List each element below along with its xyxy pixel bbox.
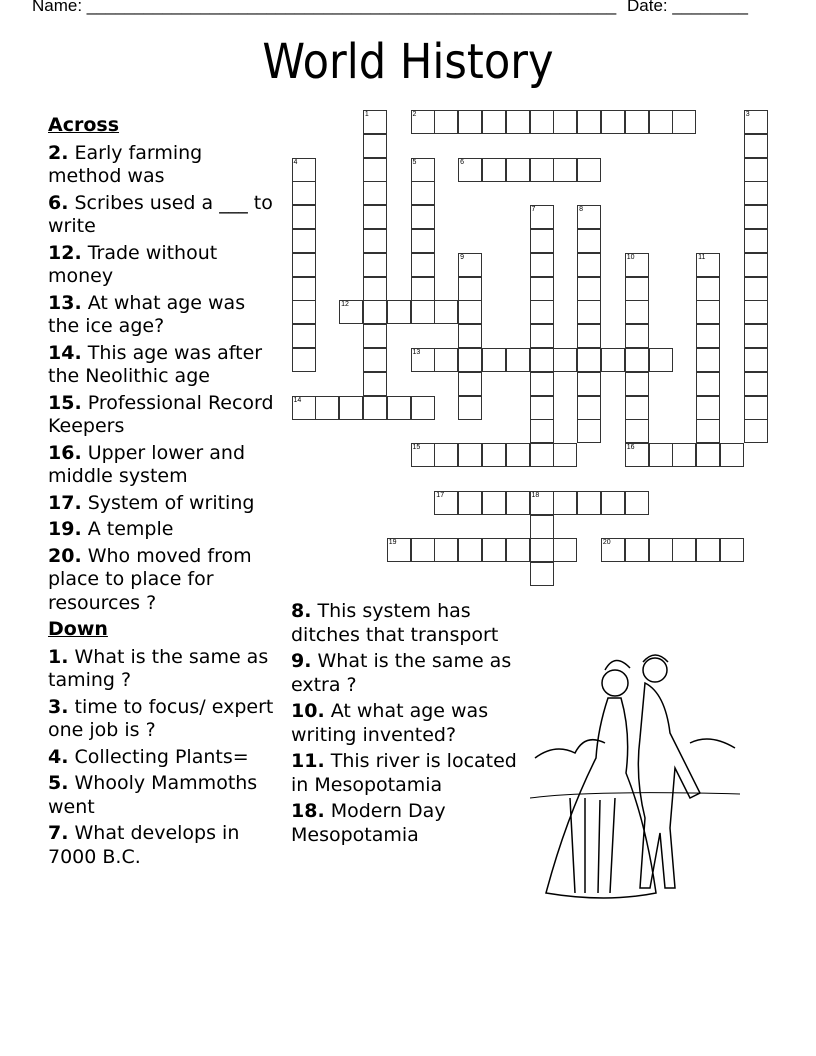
grid-cell[interactable] <box>411 538 435 562</box>
grid-cell[interactable] <box>696 277 720 301</box>
grid-cell[interactable] <box>577 419 601 443</box>
grid-cell[interactable] <box>434 443 458 467</box>
clue-text: Scribes used a ___ to write <box>48 191 273 237</box>
grid-cell[interactable] <box>458 491 482 515</box>
grid-cell[interactable] <box>672 538 696 562</box>
grid-cell[interactable] <box>530 158 554 182</box>
grid-cell[interactable] <box>530 562 554 586</box>
cell-number: 13 <box>412 349 421 356</box>
grid-cell[interactable] <box>744 181 768 205</box>
grid-cell[interactable] <box>411 229 435 253</box>
clue-number: 20. <box>48 544 82 567</box>
grid-cell[interactable] <box>434 300 458 324</box>
grid-cell[interactable] <box>363 324 387 348</box>
cell-number: 5 <box>412 158 417 166</box>
grid-cell[interactable] <box>315 396 339 420</box>
grid-cell[interactable] <box>363 205 387 229</box>
grid-cell[interactable] <box>744 277 768 301</box>
grid-cell[interactable] <box>720 443 744 467</box>
cell-number: 18 <box>531 491 540 499</box>
clue-text: Modern Day Mesopotamia <box>291 800 446 846</box>
grid-cell[interactable] <box>577 300 601 324</box>
cell-number: 12 <box>341 301 349 309</box>
grid-cell[interactable] <box>553 538 577 562</box>
grid-cell[interactable] <box>458 324 482 348</box>
grid-cell[interactable] <box>744 134 768 158</box>
grid-cell[interactable] <box>530 372 554 396</box>
clue-text: This river is located in Mesopotamia <box>291 750 517 796</box>
grid-cell[interactable] <box>625 538 649 562</box>
grid-cell[interactable] <box>339 300 363 324</box>
grid-cell[interactable] <box>482 538 506 562</box>
clue-number: 8. <box>291 600 312 622</box>
grid-cell[interactable] <box>530 491 554 515</box>
clue-text: Upper lower and middle system <box>48 441 246 487</box>
cell-number: 10 <box>626 253 635 261</box>
clue-number: 3. <box>48 695 69 718</box>
grid-cell[interactable] <box>577 396 601 420</box>
clue-number: 10. <box>291 700 325 722</box>
grid-cell[interactable] <box>458 110 482 134</box>
grid-cell[interactable] <box>744 372 768 396</box>
cell-number: 9 <box>460 253 464 261</box>
grid-cell[interactable] <box>649 348 673 372</box>
grid-cell[interactable] <box>696 396 720 420</box>
grid-cell[interactable] <box>744 419 768 443</box>
grid-cell[interactable] <box>411 181 435 205</box>
grid-cell[interactable] <box>744 229 768 253</box>
down-heading: Down <box>48 618 108 640</box>
grid-cell[interactable] <box>553 110 577 134</box>
cell-number: 1 <box>364 111 369 118</box>
grid-cell[interactable] <box>363 181 387 205</box>
grid-cell[interactable] <box>434 348 458 372</box>
grid-cell[interactable] <box>577 372 601 396</box>
grid-cell[interactable] <box>482 443 506 467</box>
page-title: World History <box>262 34 554 90</box>
grid-cell[interactable] <box>292 253 316 277</box>
grid-cell[interactable] <box>625 491 649 515</box>
grid-cell[interactable] <box>577 348 601 372</box>
clues-right-column <box>291 600 531 850</box>
couple-illustration <box>530 648 745 903</box>
grid-cell[interactable] <box>601 491 625 515</box>
clue-item <box>48 772 276 819</box>
grid-cell[interactable] <box>625 277 649 301</box>
grid-cell[interactable] <box>458 443 482 467</box>
grid-cell[interactable] <box>458 372 482 396</box>
clue-item <box>48 646 276 693</box>
clue-text: Professional Record Keepers <box>48 391 274 437</box>
grid-cell[interactable] <box>625 396 649 420</box>
grid-cell[interactable] <box>696 324 720 348</box>
clue-item <box>291 600 531 647</box>
grid-cell[interactable] <box>482 110 506 134</box>
grid-cell[interactable] <box>363 277 387 301</box>
grid-cell[interactable] <box>458 538 482 562</box>
clue-item <box>48 696 276 743</box>
clue-text: Trade without money <box>48 241 218 287</box>
grid-cell[interactable] <box>363 229 387 253</box>
clue-item <box>291 700 531 747</box>
clue-number: 11. <box>291 750 325 772</box>
clue-text: time to focus/ expert one job is ? <box>48 695 274 741</box>
clue-text: Who moved from place to place for resources ? <box>48 544 252 614</box>
cell-number: 14 <box>293 396 302 404</box>
clue-item <box>291 750 531 797</box>
date-field[interactable]: Date: ________ <box>627 0 748 15</box>
grid-cell[interactable] <box>363 158 387 182</box>
grid-cell[interactable] <box>292 181 316 205</box>
clue-number: 5. <box>48 772 69 794</box>
grid-cell[interactable] <box>363 253 387 277</box>
grid-cell[interactable] <box>625 443 649 467</box>
grid-cell[interactable] <box>387 538 411 562</box>
grid-cell[interactable] <box>411 396 435 420</box>
grid-cell[interactable] <box>696 348 720 372</box>
grid-cell[interactable] <box>458 253 482 277</box>
grid-cell[interactable] <box>506 443 530 467</box>
grid-cell[interactable] <box>458 158 482 182</box>
clue-text: Early farming method was <box>48 141 203 187</box>
clue-item <box>48 545 276 616</box>
grid-cell[interactable] <box>696 419 720 443</box>
clue-text: What develops in 7000 B.C. <box>48 822 240 868</box>
grid-cell[interactable] <box>482 491 506 515</box>
grid-cell[interactable] <box>411 348 435 372</box>
grid-cell[interactable] <box>744 324 768 348</box>
clue-text: At what age was the ice age? <box>48 291 246 337</box>
grid-cell[interactable] <box>363 300 387 324</box>
grid-cell[interactable] <box>482 348 506 372</box>
grid-cell[interactable] <box>672 110 696 134</box>
grid-cell[interactable] <box>458 300 482 324</box>
cell-number: 20 <box>602 539 611 547</box>
clue-item <box>48 518 276 542</box>
cell-number: 11 <box>698 253 706 261</box>
clue-item <box>48 242 276 289</box>
grid-cell[interactable] <box>292 300 316 324</box>
grid-cell[interactable] <box>601 348 625 372</box>
grid-cell[interactable] <box>363 372 387 396</box>
grid-cell[interactable] <box>530 205 554 229</box>
grid-cell[interactable] <box>601 538 625 562</box>
grid-cell[interactable] <box>530 515 554 539</box>
grid-cell[interactable] <box>625 300 649 324</box>
grid-cell[interactable] <box>577 491 601 515</box>
grid-cell[interactable] <box>553 348 577 372</box>
grid-cell[interactable] <box>411 158 435 182</box>
grid-cell[interactable] <box>649 538 673 562</box>
across-heading: Across <box>48 114 120 136</box>
grid-cell[interactable] <box>696 300 720 324</box>
grid-cell[interactable] <box>553 443 577 467</box>
grid-cell[interactable] <box>458 396 482 420</box>
grid-cell[interactable] <box>530 538 554 562</box>
grid-cell[interactable] <box>577 324 601 348</box>
grid-cell[interactable] <box>506 158 530 182</box>
grid-cell[interactable] <box>625 348 649 372</box>
grid-cell[interactable] <box>411 253 435 277</box>
clue-number: 12. <box>48 241 82 264</box>
grid-cell[interactable] <box>411 300 435 324</box>
grid-cell[interactable] <box>530 419 554 443</box>
grid-cell[interactable] <box>292 205 316 229</box>
grid-cell[interactable] <box>482 158 506 182</box>
grid-cell[interactable] <box>577 277 601 301</box>
cell-number: 16 <box>626 444 635 452</box>
grid-cell[interactable] <box>553 158 577 182</box>
clue-item <box>48 746 276 770</box>
grid-cell[interactable] <box>625 419 649 443</box>
grid-cell[interactable] <box>744 253 768 277</box>
grid-cell[interactable] <box>363 134 387 158</box>
grid-cell[interactable] <box>577 253 601 277</box>
clue-number: 17. <box>48 491 82 514</box>
cell-number: 2 <box>412 111 417 118</box>
grid-cell[interactable] <box>434 538 458 562</box>
grid-cell[interactable] <box>744 396 768 420</box>
clue-number: 13. <box>48 291 82 314</box>
grid-cell[interactable] <box>625 110 649 134</box>
cell-number: 4 <box>293 158 298 166</box>
clue-number: 15. <box>48 391 82 414</box>
grid-cell[interactable] <box>577 158 601 182</box>
grid-cell[interactable] <box>625 372 649 396</box>
grid-cell[interactable] <box>363 110 387 134</box>
grid-cell[interactable] <box>411 443 435 467</box>
grid-cell[interactable] <box>577 110 601 134</box>
clue-item <box>48 492 276 516</box>
grid-cell[interactable] <box>411 110 435 134</box>
grid-cell[interactable] <box>387 300 411 324</box>
clue-item <box>48 392 276 439</box>
clue-text: System of writing <box>87 491 255 514</box>
grid-cell[interactable] <box>601 110 625 134</box>
clue-number: 9. <box>291 650 312 672</box>
grid-cell[interactable] <box>577 205 601 229</box>
grid-cell[interactable] <box>530 348 554 372</box>
clue-number: 18. <box>291 800 325 822</box>
grid-cell[interactable] <box>506 538 530 562</box>
cell-number: 15 <box>412 444 421 452</box>
grid-cell[interactable] <box>292 277 316 301</box>
clue-item <box>48 822 276 869</box>
cell-number: 8 <box>579 206 583 214</box>
cell-number: 7 <box>531 206 536 214</box>
grid-cell[interactable] <box>649 443 673 467</box>
cell-number: 17 <box>436 491 445 499</box>
grid-cell[interactable] <box>530 110 554 134</box>
grid-cell[interactable] <box>625 324 649 348</box>
grid-cell[interactable] <box>649 110 673 134</box>
grid-cell[interactable] <box>530 300 554 324</box>
grid-cell[interactable] <box>744 205 768 229</box>
grid-cell[interactable] <box>530 253 554 277</box>
grid-cell[interactable] <box>530 324 554 348</box>
grid-cell[interactable] <box>672 443 696 467</box>
cell-number: 6 <box>460 158 464 166</box>
grid-cell[interactable] <box>744 300 768 324</box>
grid-cell[interactable] <box>530 396 554 420</box>
clue-item <box>291 800 531 847</box>
grid-cell[interactable] <box>292 158 316 182</box>
grid-cell[interactable] <box>744 158 768 182</box>
clue-item <box>48 192 276 239</box>
grid-cell[interactable] <box>411 277 435 301</box>
grid-cell[interactable] <box>434 110 458 134</box>
grid-cell[interactable] <box>292 229 316 253</box>
grid-cell[interactable] <box>339 396 363 420</box>
grid-cell[interactable] <box>506 348 530 372</box>
clue-number: 7. <box>48 822 69 844</box>
clue-item <box>48 342 276 389</box>
clue-text: Whooly Mammoths went <box>48 772 258 818</box>
clue-text: A temple <box>87 518 174 540</box>
clue-text: This age was after the Neolithic age <box>48 341 263 387</box>
grid-cell[interactable] <box>530 277 554 301</box>
grid-cell[interactable] <box>292 396 316 420</box>
clues-left-column <box>48 114 276 872</box>
grid-cell[interactable] <box>625 253 649 277</box>
clue-number: 6. <box>48 191 69 214</box>
name-field[interactable]: Name: ________________________________________________________ <box>32 0 617 15</box>
grid-cell[interactable] <box>577 229 601 253</box>
cell-number: 19 <box>388 539 397 547</box>
grid-cell[interactable] <box>696 253 720 277</box>
clue-item <box>291 650 531 697</box>
cell-number: 3 <box>745 111 750 118</box>
clue-number: 1. <box>48 645 69 668</box>
clue-item <box>48 142 276 189</box>
grid-cell[interactable] <box>720 538 744 562</box>
clue-item <box>48 292 276 339</box>
clue-number: 16. <box>48 441 82 464</box>
clue-number: 2. <box>48 141 69 164</box>
grid-cell[interactable] <box>434 491 458 515</box>
grid-cell[interactable] <box>506 491 530 515</box>
grid-cell[interactable] <box>506 110 530 134</box>
grid-cell[interactable] <box>530 443 554 467</box>
grid-cell[interactable] <box>530 229 554 253</box>
clue-number: 19. <box>48 518 82 540</box>
grid-cell[interactable] <box>696 443 720 467</box>
grid-cell[interactable] <box>363 396 387 420</box>
grid-cell[interactable] <box>292 348 316 372</box>
grid-cell[interactable] <box>387 396 411 420</box>
clue-text: Collecting Plants= <box>74 745 249 768</box>
clue-item <box>48 442 276 489</box>
grid-cell[interactable] <box>553 491 577 515</box>
grid-cell[interactable] <box>411 205 435 229</box>
grid-cell[interactable] <box>744 110 768 134</box>
clue-text: This system has ditches that transport <box>291 600 499 646</box>
clue-text: What is the same as extra ? <box>291 650 512 696</box>
clue-number: 4. <box>48 745 69 768</box>
grid-cell[interactable] <box>458 277 482 301</box>
grid-cell[interactable] <box>696 538 720 562</box>
grid-cell[interactable] <box>458 348 482 372</box>
grid-cell[interactable] <box>696 372 720 396</box>
clue-number: 14. <box>48 341 82 364</box>
grid-cell[interactable] <box>744 348 768 372</box>
grid-cell[interactable] <box>363 348 387 372</box>
clue-text: What is the same as taming ? <box>48 645 269 691</box>
grid-cell[interactable] <box>292 324 316 348</box>
clue-text: At what age was writing invented? <box>291 700 489 746</box>
